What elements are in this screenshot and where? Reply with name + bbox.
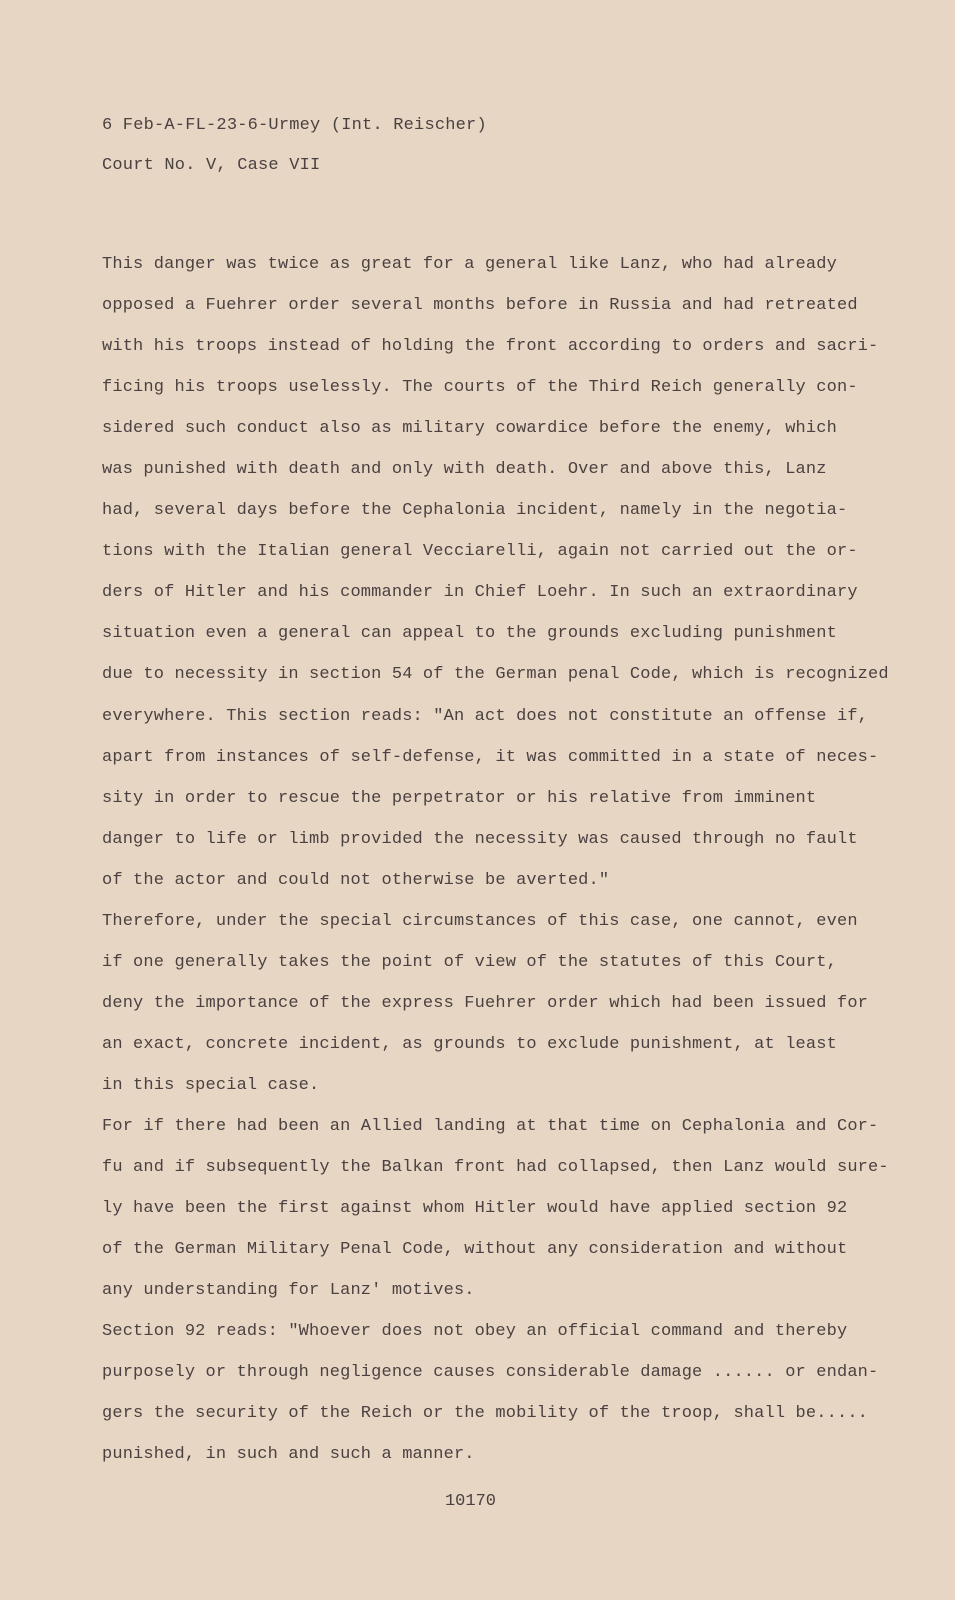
text-line: fu and if subsequently the Balkan front had collapsed, then Lanz would sure- [102,1158,889,1178]
text-line: sidered such conduct also as military cowardice before the enemy, which [102,419,837,439]
text-line: everywhere. This section reads: "An act does not constitute an offense if, [102,706,869,726]
text-line: danger to life or limb provided the necessity was caused through no fault [102,829,858,849]
document-body [102,244,892,1475]
text-line: an exact, concrete incident, as grounds to exclude punishment, at least [102,1034,837,1054]
text-line: if one generally takes the point of view of the statutes of this Court, [102,952,837,972]
text-line: opposed a Fuehrer order several months before in Russia and had retreated [102,296,858,316]
text-line: had, several days before the Cephalonia incident, namely in the negotia- [102,501,848,521]
page-number: 10170 [444,1492,496,1511]
text-line: deny the importance of the express Fuehrer order which had been issued for [102,993,869,1013]
text-line: Section 92 reads: "Whoever does not obey an official command and thereby [102,1322,848,1342]
text-line: For if there had been an Allied landing at that time on Cephalonia and Cor- [102,1116,879,1136]
text-line: ders of Hitler and his commander in Chief Loehr. In such an extraordinary [102,583,858,603]
text-line: gers the security of the Reich or the mobility of the troop, shall be..... [102,1404,869,1424]
text-line: Therefore, under the special circumstances of this case, one cannot, even [102,911,858,931]
text-line: was punished with death and only with death. Over and above this, Lanz [102,460,827,480]
text-line: ficing his troops uselessly. The courts of the Third Reich generally con- [102,378,858,398]
text-line: ly have been the first against whom Hitler would have applied section 92 [102,1199,848,1219]
text-line: This danger was twice as great for a general like Lanz, who had already [102,255,837,274]
text-line: tions with the Italian general Vecciarelli, again not carried out the or- [102,542,858,562]
text-line: punished, in such and such a manner. [102,1445,475,1465]
text-line: due to necessity in section 54 of the German penal Code, which is recognized [102,665,889,685]
text-line: of the German Military Penal Code, without any consideration and without [102,1240,848,1260]
text-line: apart from instances of self-defense, it was committed in a state of neces- [102,747,879,767]
text-line: purposely or through negligence causes considerable damage ...... or endan- [102,1363,879,1383]
court-case-line: Court No. V, Case VII [102,156,321,175]
text-line: situation even a general can appeal to the grounds excluding punishment [102,624,837,644]
text-line: of the actor and could not otherwise be averted." [102,870,610,890]
text-line: any understanding for Lanz' motives. [102,1281,475,1301]
text-line: with his troops instead of holding the front according to orders and sacri- [102,337,879,357]
document-header [102,106,487,186]
text-line: in this special case. [102,1075,320,1095]
document-reference: 6 Feb-A-FL-23-6-Urmey (Int. Reischer) [102,116,487,135]
text-line: sity in order to rescue the perpetrator or his relative from imminent [102,788,817,808]
